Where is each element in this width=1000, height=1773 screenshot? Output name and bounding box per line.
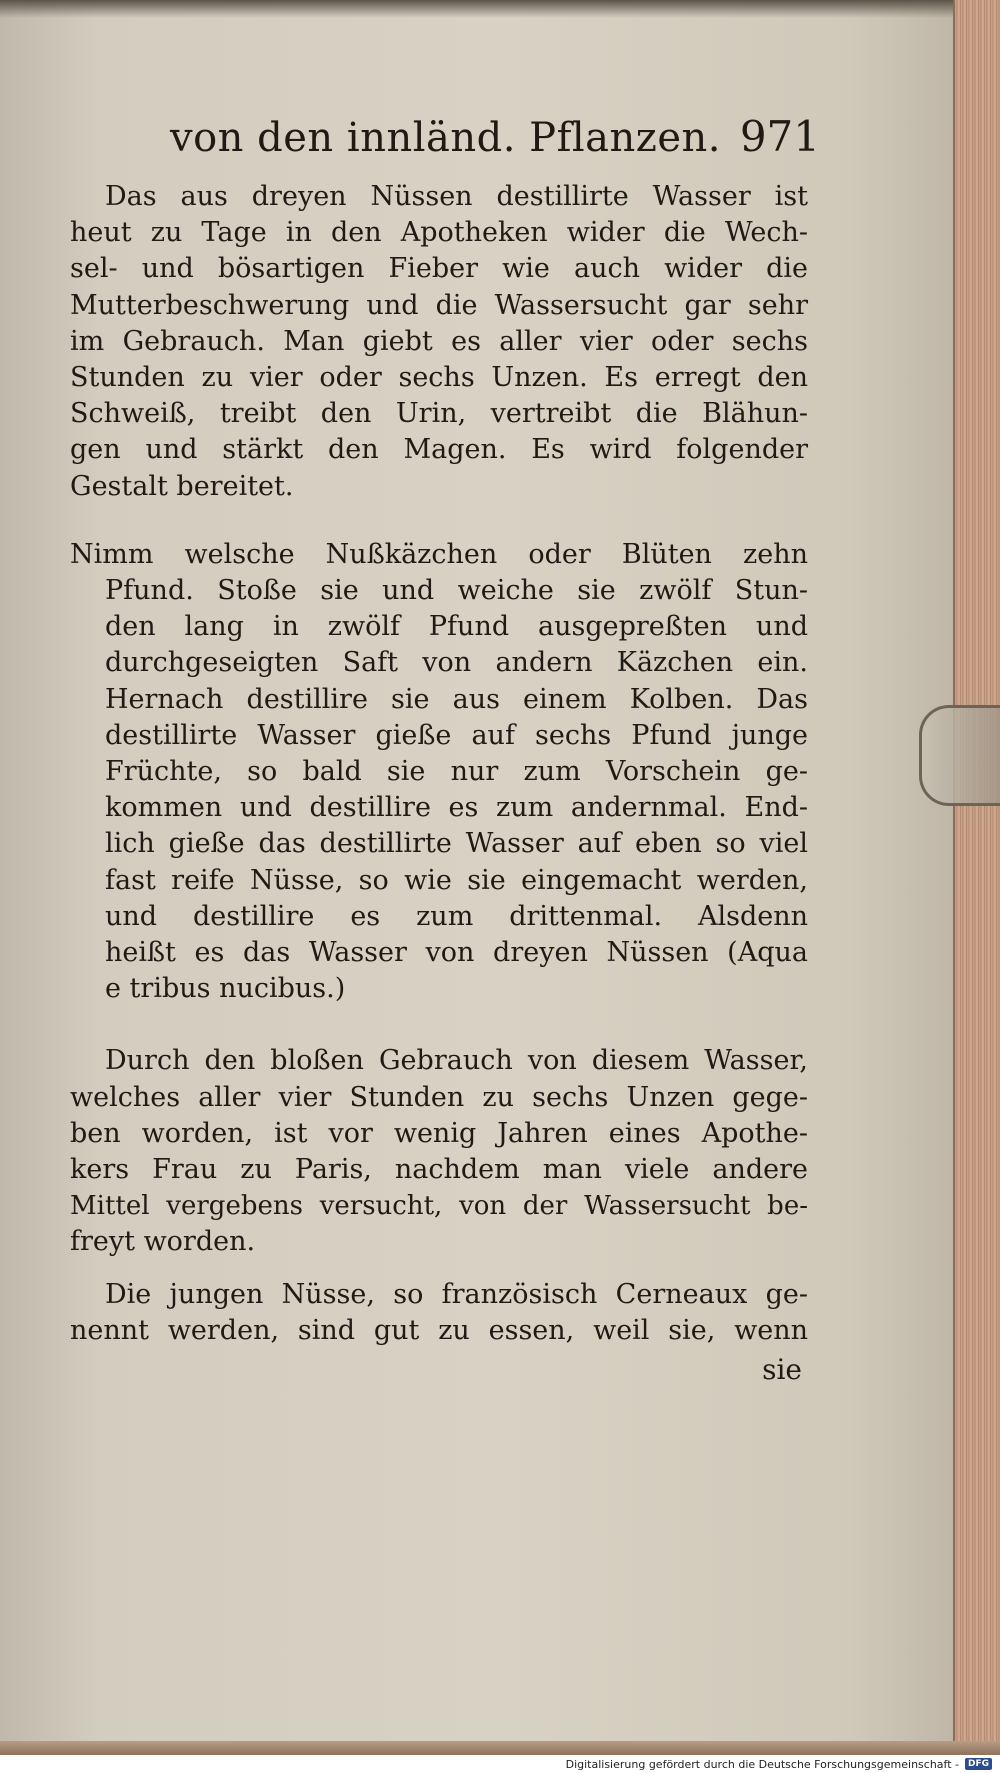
paragraph	[70, 1043, 808, 1260]
text-line: Das aus dreyen Nüssen destillirte Wasser ist	[105, 181, 808, 212]
page-clip	[919, 705, 1000, 806]
recipe-paragraph	[70, 537, 808, 1008]
paragraph	[70, 179, 808, 505]
page-fore-edge	[953, 0, 1000, 1760]
text-line: Stunden zu vier oder sechs Unzen. Es erregt den	[70, 362, 808, 394]
text-line: heut zu Tage in den Apotheken wider die Wech-	[70, 217, 808, 249]
text-line: fast reife Nüsse, so wie sie eingemacht werden,	[105, 864, 808, 896]
funding-credit: Digitalisierung gefördert durch die Deutsche Forschungsgemeinschaft -	[565, 1757, 959, 1771]
text-line: Hernach destillire sie aus einem Kolben. Das	[105, 683, 808, 715]
text-line: ben worden, ist vor wenig Jahren eines Apothe-	[70, 1117, 808, 1149]
running-head	[170, 112, 820, 161]
text-line: welches aller vier Stunden zu sechs Unzen gege-	[70, 1081, 808, 1113]
page-number: 971	[739, 112, 820, 161]
text-line: Mutterbeschwerung und die Wassersucht gar sehr	[70, 289, 808, 321]
page-bottom-edge	[0, 1741, 1000, 1755]
text-line: Durch den bloßen Gebrauch von diesem Wasser,	[105, 1045, 808, 1077]
text-line: Pfund. Stoße sie und weiche sie zwölf Stun-	[105, 575, 808, 607]
text-line: gen und stärkt den Magen. Es wird folgender	[70, 434, 808, 466]
dfg-logo-icon: DFG	[965, 1758, 992, 1770]
catchword: sie	[762, 1353, 802, 1387]
text-line: Früchte, so bald sie nur zum Vorschein ge-	[105, 756, 808, 788]
text-line: Mittel vergebens versucht, von der Wassersucht be-	[70, 1191, 808, 1222]
text-line: destillirte Wasser gieße auf sechs Pfund junge	[105, 719, 808, 751]
text-line: im Gebrauch. Man giebt es aller vier oder sechs	[70, 325, 808, 357]
digitization-footer	[0, 1755, 1000, 1773]
text-line: kers Frau zu Paris, nachdem man viele andere	[70, 1154, 808, 1186]
text-line: sel- und bösartigen Fieber wie auch wider die	[70, 253, 808, 285]
text-line: nennt werden, sind gut zu essen, weil sie, wenn	[70, 1314, 808, 1346]
text-line: heißt es das Wasser von dreyen Nüssen (Aqua	[105, 937, 808, 969]
text-line: lich gieße das destillirte Wasser auf eben so viel	[105, 828, 808, 860]
text-line: Die jungen Nüsse, so französisch Cerneaux ge-	[105, 1278, 808, 1310]
text-line: Gestalt bereitet.	[70, 470, 294, 502]
text-line: und destillire es zum drittenmal. Alsdenn	[105, 900, 808, 932]
page-text	[70, 112, 820, 1387]
text-line: Schweiß, treibt den Urin, vertreibt die Blähun-	[70, 398, 808, 430]
top-edge-shadow	[0, 0, 1000, 18]
text-line: Nimm welsche Nußkäzchen oder Blüten zehn	[70, 538, 808, 570]
text-line: durchgeseigten Saft von andern Käzchen ein.	[105, 647, 808, 679]
paragraph	[70, 1277, 808, 1349]
text-line: e tribus nucibus.)	[105, 973, 346, 1005]
text-line: freyt worden.	[70, 1226, 256, 1258]
running-title: von den innländ. Pflanzen.	[170, 115, 722, 161]
text-line: kommen und destillire es zum andernmal. End-	[105, 792, 808, 824]
text-line: den lang in zwölf Pfund ausgepreßten und	[105, 611, 808, 643]
